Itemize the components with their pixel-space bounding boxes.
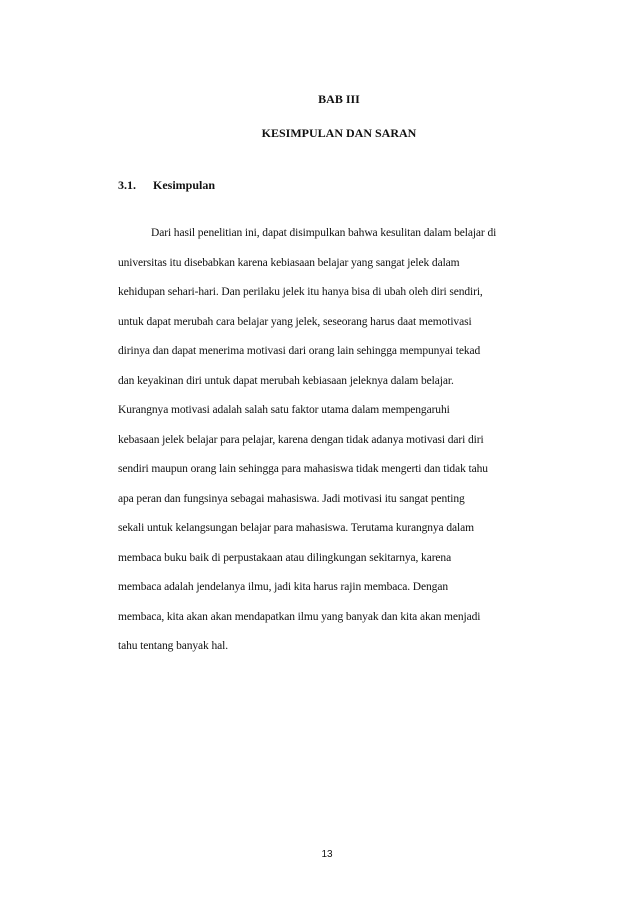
section-title: Kesimpulan: [153, 178, 216, 192]
chapter-heading: BAB III: [318, 92, 360, 106]
text-line: membaca, kita akan akan mendapatkan ilmu yang banyak dan kita akan menjadi: [118, 610, 481, 623]
chapter-title: KESIMPULAN DAN SARAN: [261, 126, 417, 140]
text-line: dirinya dan dapat menerima motivasi dari orang lain sehingga mempunyai tekad: [118, 345, 481, 357]
text-line: Dari hasil penelitian ini, dapat disimpulkan bahwa kesulitan dalam belajar di: [151, 227, 497, 239]
section-number: 3.1.: [118, 178, 136, 192]
text-line: dan keyakinan diri untuk dapat merubah kebiasaan jeleknya dalam belajar.: [118, 374, 454, 387]
text-line: membaca adalah jendelanya ilmu, jadi kita harus rajin membaca. Dengan: [118, 581, 448, 593]
text-line: universitas itu disebabkan karena kebiasaan belajar yang sangat jelek dalam: [118, 256, 460, 269]
text-line: sekali untuk kelangsungan belajar para mahasiswa. Terutama kurangnya dalam: [118, 522, 474, 534]
text-line: Kurangnya motivasi adalah salah satu faktor utama dalam mempengaruhi: [118, 404, 450, 416]
text-line: kehidupan sehari-hari. Dan perilaku jelek itu hanya bisa di ubah oleh diri sendiri,: [118, 286, 483, 298]
text-line: untuk dapat merubah cara belajar yang jelek, seseorang harus daat memotivasi: [118, 315, 472, 328]
text-line: sendiri maupun orang lain sehingga para mahasiswa tidak mengerti dan tidak tahu: [118, 463, 488, 475]
paragraph-body: [118, 226, 548, 669]
page-number: 13: [321, 849, 333, 860]
section-heading: [118, 178, 215, 193]
text-line: tahu tentang banyak hal.: [118, 640, 229, 652]
text-line: membaca buku baik di perpustakaan atau dilingkungan sekitarnya, karena: [118, 551, 452, 564]
text-line: kebasaan jelek belajar para pelajar, karena dengan tidak adanya motivasi dari diri: [118, 433, 484, 446]
text-line: apa peran dan fungsinya sebagai mahasiswa. Jadi motivasi itu sangat penting: [118, 492, 465, 505]
